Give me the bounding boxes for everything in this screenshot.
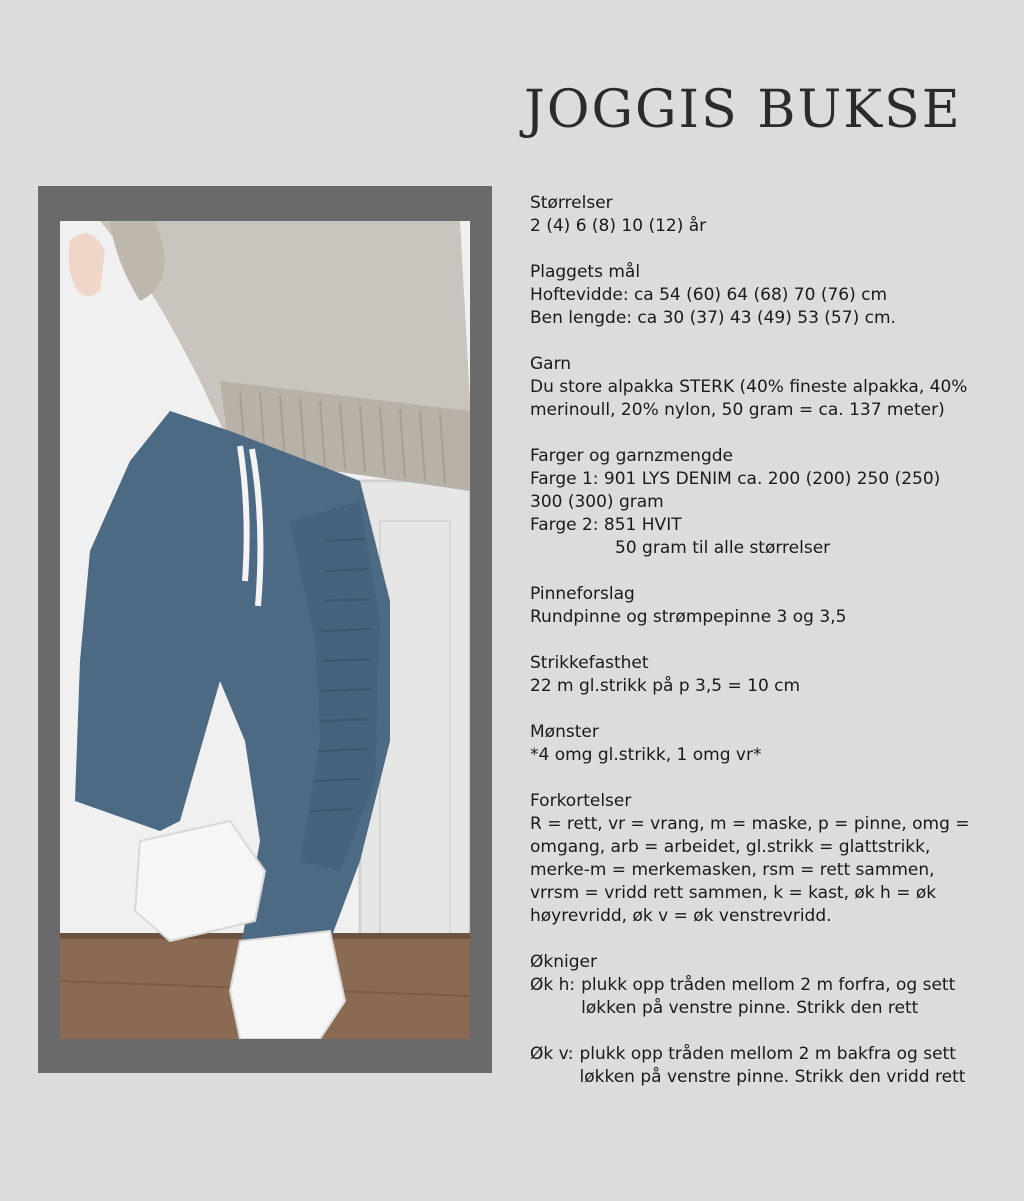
section-heading: Plaggets mål — [530, 262, 641, 282]
section-strikkefasthet — [530, 652, 1010, 698]
section-storrelser — [530, 192, 1010, 238]
section-line: omgang, arb = arbeidet, gl.strikk = glattstrikk, — [530, 837, 931, 857]
okning-label: Øk h: — [530, 975, 576, 995]
section-monster — [530, 721, 1010, 767]
okning-label: Øk v: — [530, 1044, 574, 1064]
section-heading: Størrelser — [530, 193, 613, 213]
okning-line: plukk opp tråden mellom 2 m forfra, og sett — [581, 975, 956, 995]
section-heading: Garn — [530, 354, 572, 374]
section-heading: Pinneforslag — [530, 584, 635, 604]
okning-line: plukk opp tråden mellom 2 m bakfra og sett — [579, 1044, 956, 1064]
section-plaggets-maal — [530, 261, 1010, 330]
section-line: Farge 2: 851 HVIT — [530, 515, 682, 535]
okning-line: løkken på venstre pinne. Strikk den rett — [581, 998, 919, 1018]
okning-line: løkken på venstre pinne. Strikk den vridd rett — [579, 1067, 966, 1087]
section-line: *4 omg gl.strikk, 1 omg vr* — [530, 745, 762, 765]
section-line: 2 (4) 6 (8) 10 (12) år — [530, 216, 707, 236]
section-line: Ben lengde: ca 30 (37) 43 (49) 53 (57) cm. — [530, 308, 896, 328]
section-line: Rundpinne og strømpepinne 3 og 3,5 — [530, 607, 847, 627]
okning-item — [530, 1043, 1010, 1089]
section-heading: Forkortelser — [530, 791, 632, 811]
section-line: Du store alpakka STERK (40% fineste alpakka, 40% — [530, 377, 968, 397]
section-garn — [530, 353, 1010, 422]
knitted-pants-illustration — [60, 221, 470, 1039]
section-line: Hoftevidde: ca 54 (60) 64 (68) 70 (76) cm — [530, 285, 888, 305]
section-heading: Farger og garnzmengde — [530, 446, 733, 466]
section-heading: Mønster — [530, 722, 599, 742]
okning-item — [530, 974, 1010, 1020]
section-line: R = rett, vr = vrang, m = maske, p = pinne, omg = — [530, 814, 970, 834]
section-line: merke-m = merkemasken, rsm = rett sammen, — [530, 860, 935, 880]
section-okniger — [530, 951, 1010, 1089]
section-forkortelser — [530, 790, 1010, 928]
section-line: 300 (300) gram — [530, 492, 664, 512]
section-pinneforslag — [530, 583, 1010, 629]
product-photo — [60, 221, 470, 1039]
pattern-details — [530, 192, 1010, 1112]
section-farger — [530, 445, 1010, 560]
section-line: 22 m gl.strikk på p 3,5 = 10 cm — [530, 676, 801, 696]
section-line: høyrevridd, øk v = øk venstrevridd. — [530, 906, 832, 926]
section-line-indented: 50 gram til alle størrelser — [615, 538, 831, 558]
section-heading: Økniger — [530, 952, 597, 972]
photo-frame — [38, 186, 492, 1073]
page-title: JOGGIS BUKSE — [524, 80, 962, 140]
section-line: merinoull, 20% nylon, 50 gram = ca. 137 meter) — [530, 400, 945, 420]
section-line: Farge 1: 901 LYS DENIM ca. 200 (200) 250 (250) — [530, 469, 941, 489]
section-line: vrrsm = vridd rett sammen, k = kast, øk h = øk — [530, 883, 937, 903]
section-heading: Strikkefasthet — [530, 653, 649, 673]
